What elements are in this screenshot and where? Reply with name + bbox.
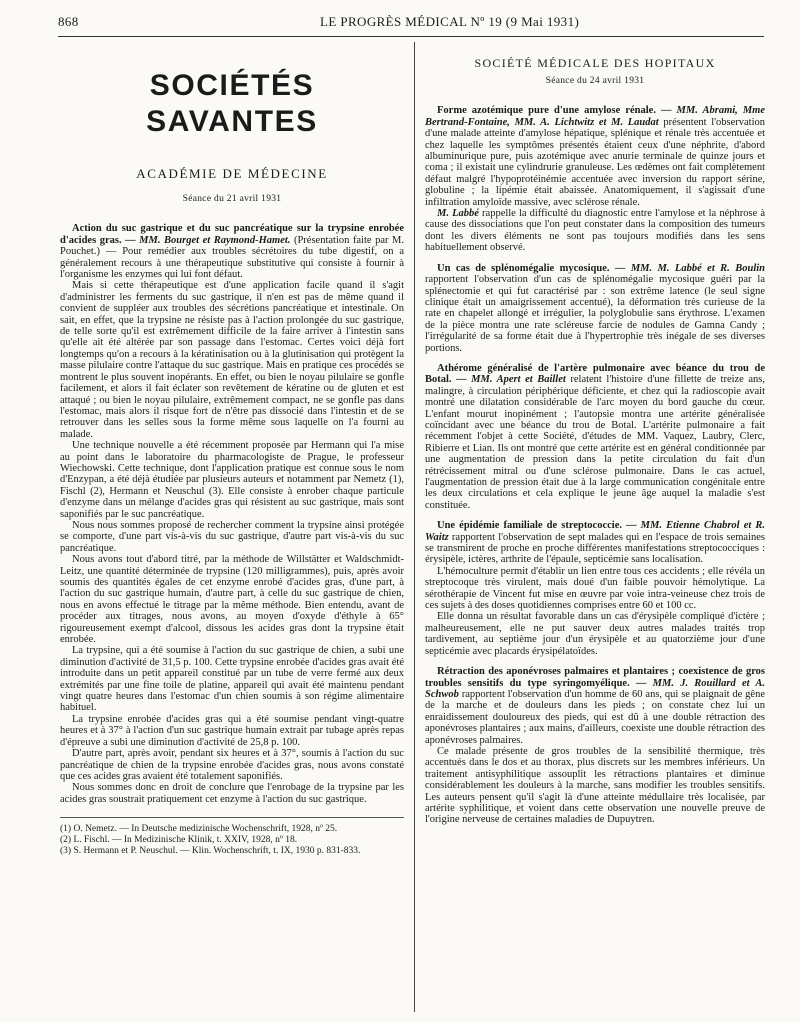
footnotes xyxy=(60,824,404,857)
article-text: rapportent l'observation d'un homme de 60 ans, qui se plaignait de gêne de la marche et de douleurs dans les pieds ; on constate chez lui un enraidissement douloureux des pieds, qui est dû à une double rétraction des aponévroses plantaires ; aux mains, d'ailleurs, coexiste une double rétraction des aponévroses palmaires. xyxy=(425,688,766,746)
article xyxy=(425,520,765,566)
article-authors: — MM. Bourget et Raymond-Hamet. xyxy=(125,234,291,246)
body-paragraph: Nous avons tout d'abord titré, par la méthode de Willstätter et Waldschmidt-Leitz, une quantité déterminée de trypsine (120 milligrammes), puis, après avoir soumis des quantités égales de cet enzyme enrobé d'acides gras, d'une part, à l'action du suc gastrique humain, d'autre part, à celle du suc gastrique de chien, nous en avons effectué le titrage par la même méthode. Bien entendu, avant de procéder aux titrages, nous avons, au moyen d'oxyde d'éthyle à 65° rigoureusement exempt d'alcool, dissous les acides gras dont la trypsine était enrobée. xyxy=(60,554,404,646)
article-text: présentent l'observation d'une malade atteinte d'amylose hépatique, splénique et rénale très accentuée et chez laquelle les symptômes présentés étaient ceux d'une néphrite, d'abord albuminurique pure, puis azotémique avec anurie terminale de quinze jours et coma ; il existait une cylindrurie granuleuse. Les œdèmes ont fait complètement défaut malgré l'hypoprotéinémie accentuée avec inversion du rapport sérine, globuline ; la lipémie était abaissée. Anatomiquement, il s'agissait d'une infiltration amyloïde massive, avec sclérose rénale. xyxy=(425,116,766,208)
article-title: Un cas de splénomégalie mycosique. xyxy=(437,262,610,274)
article-title: Une épidémie familiale de streptococcie. xyxy=(437,520,622,532)
session-date: Séance du 21 avril 1931 xyxy=(182,194,282,204)
body-paragraph: Nous sommes donc en droit de conclure que l'enrobage de la trypsine par les acides gras soustrait pratiquement cet enzyme à l'action du suc gastrique. xyxy=(60,782,404,805)
body-paragraph: Ce malade présente de gros troubles de la sensibilité thermique, très accentués dans le dos et au thorax, plus discrets sur les membres inférieurs. Un traitement antisyphilitique assouplit les rétractions plantaires et diminue considérablement les douleurs à la marche, sans modifier les troubles sensitifs. Les auteurs pensent qu'il s'agit là d'une atteinte médullaire très localisée, par artérite syphilitique, et voient dans cette observation une nouvelle preuve de l'origine nerveuse de certaines maladies de Dupuytren. xyxy=(425,745,765,826)
article-note xyxy=(425,208,765,254)
article-title: Action du suc gastrique et du suc pancréatique sur la trypsine enrobée d'acides gras. xyxy=(60,223,404,246)
section-title: SOCIÉTÉS SAVANTES xyxy=(146,69,318,138)
session-date-right: Séance du 24 avril 1931 xyxy=(545,76,645,86)
article-title: Athérome généralisé de l'artère pulmonaire avec béance du trou de Botal. xyxy=(425,362,765,386)
article xyxy=(425,666,765,746)
footnote: (3) S. Hermann et P. Neuschul. — Klin. Wochenschrift, t. IX, 1930 p. 831-833. xyxy=(60,846,361,857)
article-text: relatent l'histoire d'une fillette de treize ans, malingre, à circulation périphérique déficiente, et chez qui la radioscopie avait montré une dilatation considérable de l'arc moyen du bord gauche du cœur. L'enfant mourut inopinément ; l'autopsie montra une artérite généralisée coïncidant avec une béance du trou de Botal. L'artérite pulmonaire a fait récemment l'objet à cette Société, d'études de MM. Vaquez, Laubry, Clerc, Ribierre et Lian. Ils ont montré que cette artérite est en général conditionnée par une augmentation de pression dans la petite circulation du fait d'un rétrécissement mitral ou d'une sclérose pulmonaire. Dans le cas actuel, l'augmentation de pression était due à la large communication congénitale entre les deux circulations et cela explique le jeune âge auquel la maladie s'est constituée. xyxy=(425,374,766,511)
society-title: ACADÉMIE DE MÉDECINE xyxy=(136,166,328,181)
body-paragraph: Elle donna un résultat favorable dans un cas d'érysipèle compliqué d'ictère ; malheureusement, elle ne put sauver deux autres malades traités trop tardivement, au septième jour d'un érysipèle et au quatorzième jour d'une septicémie avec placards érysipélatoïdes. xyxy=(425,611,765,657)
body-paragraph: L'hémoculture permit d'établir un lien entre tous ces accidents ; elle révéla un streptocoque très virulent, mais doué d'un faible pouvoir hémolytique. La sérothérapie de Vincent fut mise en œuvre par voie intra-veineuse chez trois de ces sujets à des doses quotidiennes comprises entre 60 et 100 cc. xyxy=(425,565,765,612)
page-header xyxy=(58,14,764,32)
article-title: Rétraction des aponévroses palmaires et plantaires ; coexistence de gros troubles sensitifs du type syringomyélique. xyxy=(425,666,765,689)
article-authors: — MM. Etienne Chabrol et R. Waitz xyxy=(425,520,765,543)
right-column xyxy=(425,44,765,826)
body-paragraph: Nous nous sommes proposé de rechercher comment la trypsine ainsi protégée se comporte, d'une part vis-à-vis du suc gastrique, d'autre part vis-à-vis du suc pancréatique. xyxy=(60,519,404,554)
body-paragraph: Une technique nouvelle a été récemment proposée par Hermann qui l'a mise au point dans le laboratoire du pharmacologiste de Prague, le professeur Wiechowski. Cette technique, dont l'application pratique est connue sous le nom d'Enzypan, a été déjà étudiée par plusieurs auteurs et notamment par Nemetz (1), Fischl (2), Hermann et Neuschul (3). Elle consiste à enrober chaque particule d'enzyme dans un mélange d'acides gras qui résistent au suc gastrique, mais sont saponifiés par le suc pancréatique. xyxy=(60,440,404,520)
article xyxy=(425,105,765,208)
article-authors: — MM. M. Labbé et R. Boulin xyxy=(614,262,765,274)
running-title: LE PROGRÈS MÉDICAL Nº 19 (9 Mai 1931) xyxy=(320,14,580,29)
society-title-right: SOCIÉTÉ MÉDICALE DES HOPITAUX xyxy=(474,56,716,70)
article-text: rapportent l'observation d'un cas de splénomégalie mycosique guéri par la splénectomie et qui fut caractérisé par : son extrême latence (le seul signe clinique était un amaigrissement accentué), la déformation très curieuse de la rate en chapelet allongé et irrégulier, la polyglobulie sans érythrose. L'examen de la pièce montra une rate scléreuse farcie de nodules de Gamna Candy ; l'irrégularité de sa forme était due à l'hypertrophie très inégale de ses diverses portions. xyxy=(425,274,765,354)
column-divider xyxy=(414,42,415,1012)
note-text: rappelle la difficulté du diagnostic entre l'amylose et la néphrose à cause des dissociations que l'on peut constater dans la composition des tumeurs dont les divers éléments ne sont pas toujours modifiés dans les sens habituellement observé. xyxy=(425,208,765,254)
body-paragraph: Mais si cette thérapeutique est d'une application facile quand il s'agit d'administrer les ferments du suc gastrique, il n'en est pas de même quand il convient de suppléer aux troubles des sécrétions pancréatique et intestinale. On sait, en effet, que la trypsine ne résiste pas à l'action prolongée du suc gastrique, de telle sorte qu'il est extrêmement difficile de la faire arriver à l'intestin sans qu'elle ait été altérée par son passage dans l'estomac. Certes voici déjà fort longtemps qu'on a recours à la kératinisation ou à la glutinisation qui protègent la masse pilulaire contre l'attaque du suc gastrique. Mais en pratique ces procédés se montrent le plus souvent inopérants. En effet, ou bien le noyau pilulaire se gonfle facilement, et alors il fait éclater son revêtement de kératine ou de gluten et est attaqué ; ou bien le noyau pilulaire, extrêmement compact, ne se gonfle pas dans l'estomac, mais alors il risque fort de n'être pas dissocié dans l'intestin et de se retrouver dans les selles sous la forme même sous laquelle on l'a fourni au malade. xyxy=(60,280,404,440)
note-author: M. Labbé xyxy=(437,208,479,220)
article-title: Forme azotémique pure d'une amylose rénale. xyxy=(437,105,656,117)
page-number: 868 xyxy=(58,14,79,29)
header-rule xyxy=(58,36,764,37)
body-paragraph: (Présentation faite par M. Pouchet.) — Pour remédier aux troubles sécrétoires du tube digestif, on a généralement recours à une thérapeutique substitutive qui consiste à fournir à l'organisme les enzymes qui lui font défaut. xyxy=(60,234,405,281)
article xyxy=(425,363,765,511)
body-paragraph: D'autre part, après avoir, pendant six heures et à 37°, soumis à l'action du suc pancréatique de chien de la trypsine enrobée d'acides gras, nous avons constaté que ces acides gras avaient été totalement saponifiés. xyxy=(60,748,404,782)
body-paragraph: La trypsine, qui a été soumise à l'action du suc gastrique de chien, a subi une diminution d'activité de 31,5 p. 100. Cette trypsine enrobée d'acides gras avait été introduite dans un petit appareil constitué par un tube de verre fermé aux deux extrémités par une fine toile de platine, appareil qui avait été maintenu pendant vingt quatre heures dans l'estomac d'un chien soumis à son régime alimentaire habituel. xyxy=(60,645,404,714)
article-authors: — MM. Abrami, Mme Bertrand-Fontaine, MM. A. Lichtwitz et M. Laudat xyxy=(425,105,766,128)
article-authors: — MM. Apert et Baillet xyxy=(456,374,566,386)
body-paragraph: La trypsine enrobée d'acides gras qui a été soumise pendant vingt-quatre heures et à 37° à l'action d'un suc gastrique humain extrait par tubage après repas d'épreuve a subi une diminution d'activité de 25,8 p. 100. xyxy=(60,713,404,748)
article-lead xyxy=(60,223,404,280)
article xyxy=(425,263,765,354)
article-text: rapportent l'observation de sept malades qui en l'espace de trois semaines se transmirent de proche en proche différentes manifestations streptococciques : érysipèle, ictères, arthrite de l'épaule, septicémie sans localisation. xyxy=(425,531,766,566)
article-authors: — MM. J. Rouillard et A. Schwob xyxy=(425,677,765,700)
footnote: (2) L. Fischl. — In Medizinische Klinik, t. XXIV, 1928, nº 18. xyxy=(60,835,298,846)
left-column xyxy=(60,44,404,857)
footnote: (1) O. Nemetz. — In Deutsche medizinische Wochenschrift, 1928, nº 25. xyxy=(60,824,338,835)
footnote-rule xyxy=(60,817,404,818)
